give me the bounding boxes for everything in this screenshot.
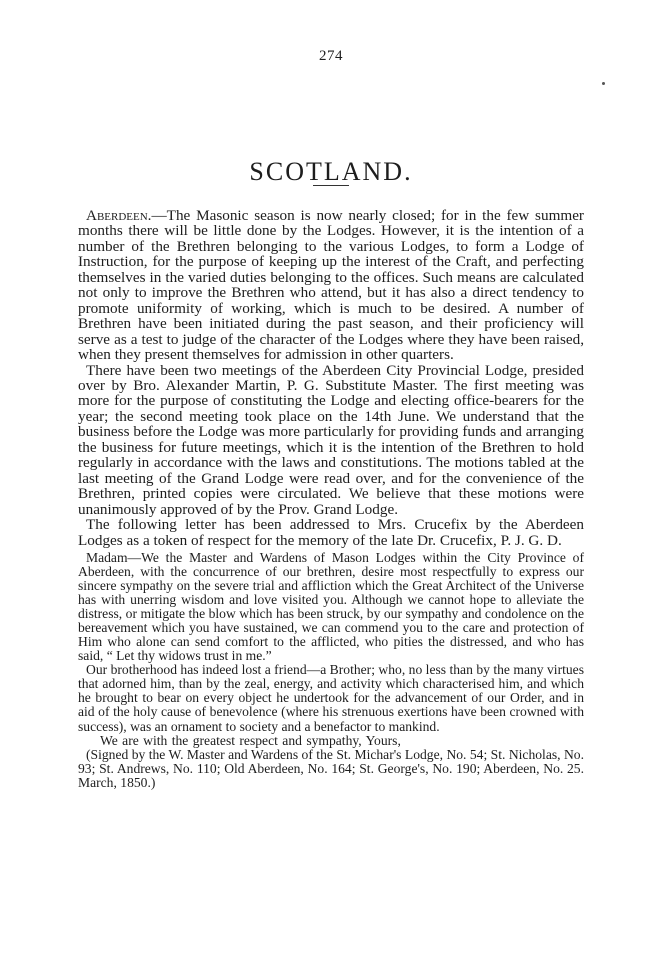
paragraph-letter-intro: The following letter has been addressed to Mrs. Crucefix by the Aberdeen Lodges as a token of respect for the memory of the late Dr. Crucefix, P. J. G. D. [78,516,584,549]
print-speck [602,82,605,85]
paragraph-aberdeen-text: —The Masonic season is now nearly closed; for in the few summer months there will be little done by the Lodges. However, it is the intention of a number of the Brethren belonging to the various Lodges, to form a Lodge of Instruction, for the purpose of keeping up the interest of the Craft, and perfecting themselves in the varied duties belonging to the offices. Such means are calculated not only to improve the Brethren who attend, but it has also a direct tendency to promote uniformity of working, which is much to be desired. A number of Brethren have been initiated during the past season, and their proficiency will serve as a test to judge of the character of the Lodges where they have been raised, when they present themselves for admission in other quarters. [78,207,584,364]
article-body [78,208,584,790]
paragraph-lead: Aberdeen. [86,207,152,224]
page-number: 274 [319,48,343,64]
letter-signature: (Signed by the W. Master and Wardens of the St. Michar's Lodge, No. 54; St. Nicholas, No. 93; St. Andrews, No. 110; Old Aberdeen, No. 164; St. George's, No. 190; Aberdeen, No. 25. March, 1850.) [78,746,584,790]
letter-to-mrs-crucefix [78,551,584,790]
letter-paragraph-2: Our brotherhood has indeed lost a friend—a Brother; who, no less than by the many virtues that adorned him, than by the zeal, energy, and activity which characterised him, and which he brought to bear on every object he undertook for the advancement of our Order, and in aid of the holy cause of benevolence (where his strenuous exertions have been crowned with success), was an ornament to society and a benefactor to mankind. [78,662,584,734]
letter-closing: We are with the greatest respect and sympathy, Yours, [100,732,401,748]
title-rule [313,185,349,186]
paragraph-provincial-lodge: There have been two meetings of the Aberdeen City Provincial Lodge, presided over by Bro. Alexander Martin, P. G. Substitute Master. The first meeting was more for the purpose of constituting the Lodge and electing office-bearers for the year; the second meeting took place on the 14th June. We understand that the business before the Lodge was more particularly for providing funds and arranging the business for future meetings, which it is the intention of the Brethren to hold regularly in accordance with the laws and constitutions. The motions tabled at the last meeting of the Grand Lodge were read over, and for the convenience of the Brethren, printed copies were circulated. We believe that these motions were unanimously approved of by the Prov. Grand Lodge. [78,361,584,518]
paragraph-aberdeen [78,208,584,363]
section-title: SCOTLAND. [249,157,413,187]
letter-paragraph-1: Madam—We the Master and Wardens of Mason Lodges within the City Province of Aberdeen, with the concurrence of our brethren, desire most respectfully to express our sincere sympathy on the severe trial and affliction which the Great Architect of the Universe has with unerring wisdom and love visited you. Although we cannot hope to alleviate the distress, or mitigate the blow which has been struck, by our sympathy and condolence on the bereavement which you have sustained, we can commend you to the care and protection of Him who alone can send comfort to the afflicted, who pities the distressed, and who has said, “ Let thy widows trust in me.” [78,549,584,664]
